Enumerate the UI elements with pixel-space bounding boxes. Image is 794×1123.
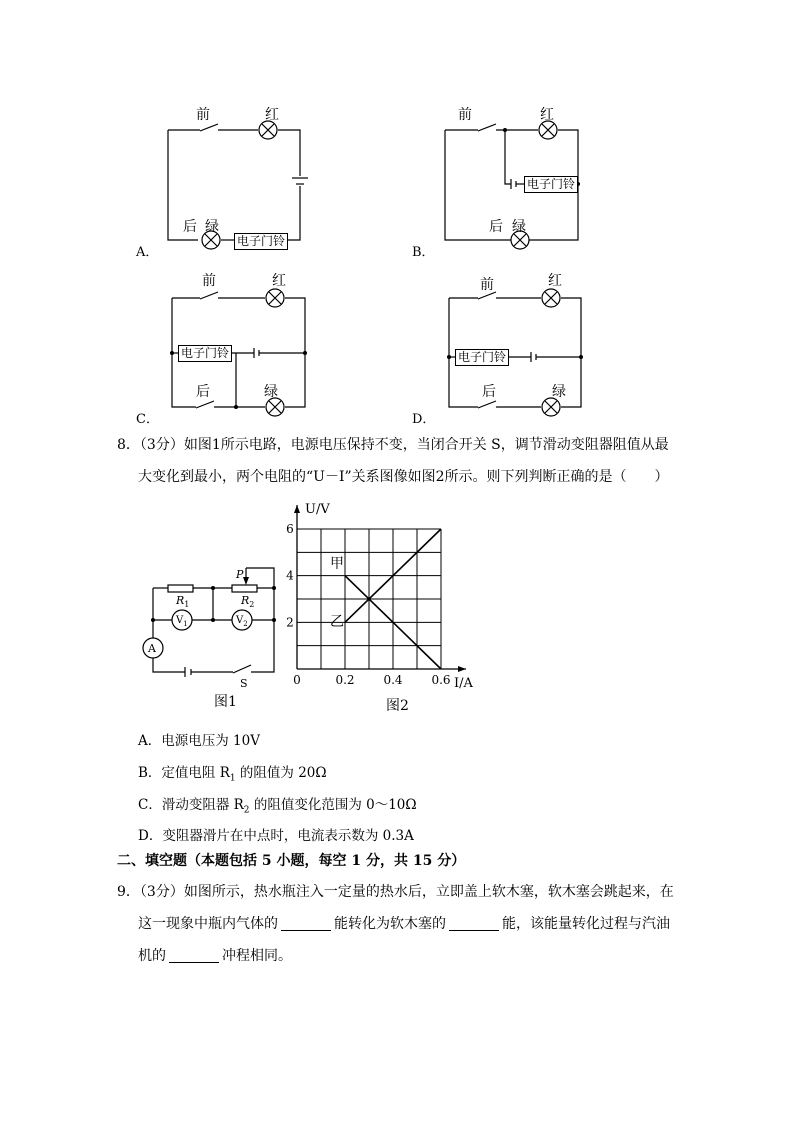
circuit-c-doorbell: 电子门铃 [178,345,232,362]
x-tick-label: 0.4 [383,673,403,687]
q8-option-c: C．滑动变阻器 $R_2$ 的阻值变化范围为 0～10Ω [138,797,417,816]
q8-line-2: 大变化到最小，两个电阻的“U－I”关系图像如图2所示。则下列判断正确的是（ ） [138,469,669,485]
circuit-d-red-label: 红 [548,273,562,289]
circuit-d-option: D． [412,412,436,427]
x-axis-label: I/A [454,676,473,691]
circuit-d-doorbell: 电子门铃 [455,349,509,366]
x-tick-label: 0.6 [431,673,451,687]
section-2-title: 二、填空题（本题包括 5 小题，每空 1 分，共 15 分） [117,853,466,869]
q8-option-d: D．变阻器滑片在中点时，电流表示数为 0.3A [138,828,414,844]
circuit-b-red-label: 红 [540,107,554,123]
v1-label: $V_1$ [176,615,188,628]
answer-blank-3[interactable] [169,948,219,963]
circuit-c-back-label: 后 [196,384,210,400]
answer-blank-1[interactable] [281,916,331,931]
circuit-a-back-label: 后 [183,219,197,235]
circuit-b-back-label: 后 [489,219,503,235]
circuit-b-option: B． [412,245,435,260]
y-tick-label: 6 [286,522,294,536]
x-axis-arrow [458,666,466,672]
circuit-b-doorbell: 电子门铃 [524,176,578,193]
r1-label: $R_1$ [176,594,190,610]
q8-option-a: A．电源电压为 10V [138,733,260,749]
q9-line-1: 9．（3分）如图所示，热水瓶注入一定量的热水后，立即盖上软木塞，软木塞会跳起来，在 [117,884,674,900]
circuit-c-green-label: 绿 [264,384,278,400]
y-tick-label: 4 [286,568,294,583]
circuit-b-green-label: 绿 [512,219,526,235]
y-axis-label: U/V [305,502,330,517]
answer-blank-2[interactable] [449,916,499,931]
yi-label: 乙 [330,614,344,630]
q9-line-2: 这一现象中瓶内气体的 能转化为软木塞的 能，该能量转化过程与汽油 [138,916,670,932]
circuit-a-option: A． [136,245,159,260]
circuit-c-red-label: 红 [272,273,286,289]
circuit-d-front-label: 前 [480,277,494,293]
r2-label: $R_2$ [241,594,255,610]
circuit-c-front-label: 前 [202,273,216,289]
circuit-a-red-label: 红 [265,107,279,123]
jia-label: 甲 [330,556,344,572]
figure-1-caption: 图1 [214,694,237,710]
circuit-a-doorbell: 电子门铃 [234,233,288,250]
figure-2-caption: 图2 [386,698,409,714]
circuit-c-option: C． [136,412,159,427]
y-tick-label: 2 [286,615,294,630]
v2-label: $V_2$ [236,615,248,628]
slider-p-label: P [236,568,244,581]
q8-line-1: 8．（3分）如图1所示电路，电源电压保持不变，当闭合开关 S，调节滑动变阻器阻值从最 [117,437,669,453]
circuit-b-front-label: 前 [458,107,472,123]
ammeter-label: A [148,642,156,655]
x-tick-label: 0 [293,673,301,687]
circuit-a-front-label: 前 [196,107,210,123]
q8-option-b: B．定值电阻 $R_1$ 的阻值为 20Ω [138,765,327,784]
x-tick-label: 0.2 [335,673,355,687]
circuit-d-green-label: 绿 [552,384,566,400]
switch-s-label: S [240,677,248,690]
y-axis-arrow [294,505,300,513]
circuit-d-back-label: 后 [482,384,496,400]
circuit-a-green-label: 绿 [205,219,219,235]
q9-line-3: 机的 冲程相同。 [138,948,292,964]
